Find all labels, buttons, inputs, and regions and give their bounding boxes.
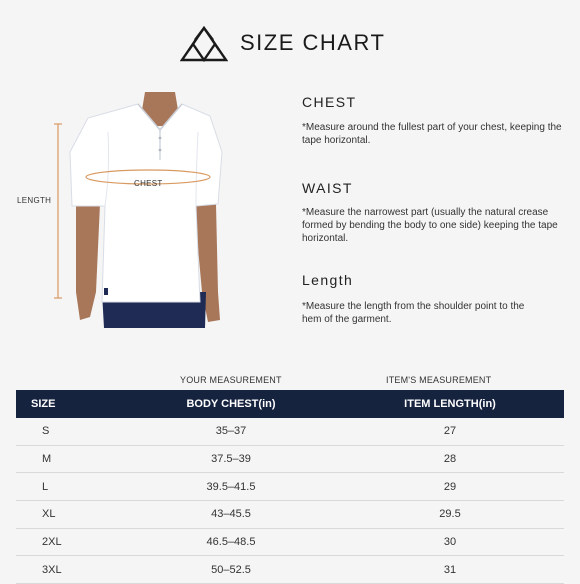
model-illustration (10, 92, 240, 342)
your-measurement-caption: YOUR MEASUREMENT (180, 375, 282, 385)
length-cell: 27 (336, 418, 564, 445)
header-body-chest: BODY CHEST(in) (126, 390, 336, 418)
table-row (16, 528, 564, 556)
header-item-length: ITEM LENGTH(in) (336, 390, 564, 418)
table-row (16, 445, 564, 473)
length-cell: 28 (336, 445, 564, 473)
size-cell: 2XL (16, 528, 126, 556)
size-cell: S (16, 418, 126, 445)
length-cell: 29.5 (336, 501, 564, 529)
table-row (16, 501, 564, 529)
size-table (16, 390, 564, 584)
length-heading: Length (302, 272, 354, 288)
brand-logo-icon (180, 26, 228, 62)
chest-heading: CHEST (302, 94, 357, 110)
table-header-row (16, 390, 564, 418)
waist-description: *Measure the narrowest part (usually the natural crease formed by bending the body to one side) keeping the tape horizontal. (302, 207, 558, 244)
chest-cell: 35–37 (126, 418, 336, 445)
chest-description: *Measure around the fullest part of your chest, keeping the tape horizontal. (302, 122, 562, 146)
size-cell: M (16, 445, 126, 473)
header-size: SIZE (16, 390, 126, 418)
waist-heading: WAIST (302, 180, 353, 196)
chest-label: CHEST (134, 179, 163, 188)
chest-cell: 46.5–48.5 (126, 528, 336, 556)
table-row (16, 556, 564, 584)
length-label: LENGTH (17, 196, 52, 205)
size-cell: XL (16, 501, 126, 529)
chest-cell: 50–52.5 (126, 556, 336, 584)
length-description: *Measure the length from the shoulder point to the hem of the garment. (302, 301, 525, 325)
table-row (16, 418, 564, 445)
chest-cell: 37.5–39 (126, 445, 336, 473)
length-cell: 30 (336, 528, 564, 556)
chest-cell: 39.5–41.5 (126, 473, 336, 501)
size-cell: 3XL (16, 556, 126, 584)
chest-cell: 43–45.5 (126, 501, 336, 529)
length-cell: 29 (336, 473, 564, 501)
page-title: SIZE CHART (240, 30, 386, 55)
length-cell: 31 (336, 556, 564, 584)
length-measure-line (54, 124, 62, 298)
table-row (16, 473, 564, 501)
size-cell: L (16, 473, 126, 501)
items-measurement-caption: ITEM'S MEASUREMENT (386, 375, 492, 385)
